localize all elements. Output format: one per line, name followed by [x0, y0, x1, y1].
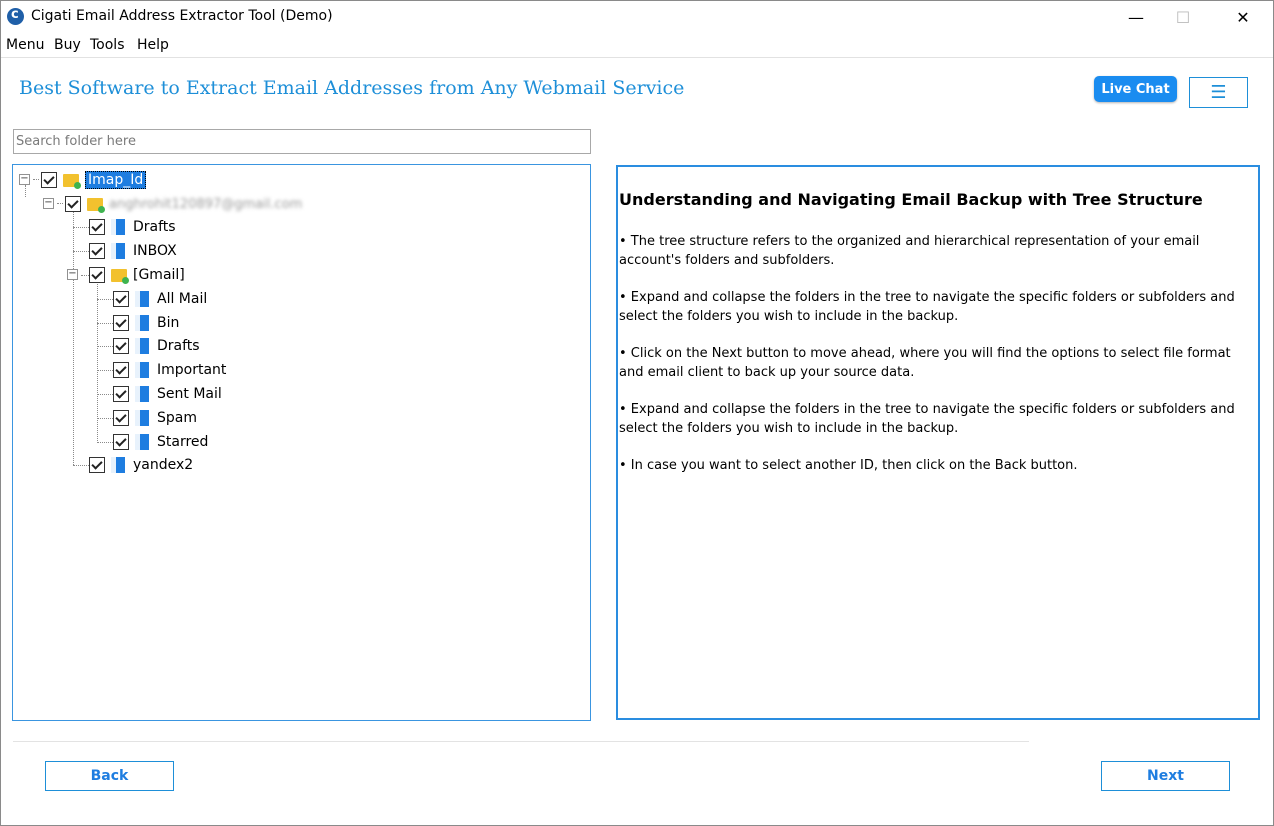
checkbox-root[interactable] — [41, 172, 57, 188]
group-folder-icon — [111, 269, 127, 282]
menu-item-menu[interactable]: Menu — [6, 37, 45, 53]
collapse-toggle-account[interactable]: − — [44, 197, 53, 208]
info-paragraph: • Click on the Next button to move ahead, where you will find the options to select file format and email client to back up your source data. — [619, 346, 1231, 380]
tree-node-label: Bin — [157, 315, 180, 331]
account-folder-icon — [87, 198, 103, 211]
checkbox-account[interactable] — [65, 196, 81, 212]
tree-node-label: Sent Mail — [157, 386, 222, 402]
tree-node-gmail-drafts[interactable] — [113, 335, 200, 357]
checkbox-important[interactable] — [113, 362, 129, 378]
info-panel — [616, 165, 1260, 720]
checkbox-starred[interactable] — [113, 434, 129, 450]
checkbox-sent-mail[interactable] — [113, 386, 129, 402]
tree-connector — [73, 227, 89, 228]
close-button[interactable]: ✕ — [1236, 7, 1250, 27]
tree-connector — [73, 465, 89, 466]
footer-divider — [13, 741, 1029, 742]
account-folder-icon — [63, 174, 79, 187]
info-paragraph: • In case you want to select another ID, then click on the Back button. — [619, 458, 1078, 473]
tree-node-label: anghrohit120897@gmail.com — [109, 196, 303, 212]
tree-connector — [97, 346, 113, 347]
tree-node-label: Spam — [157, 410, 197, 426]
app-logo-icon — [7, 8, 24, 25]
tree-connector — [57, 203, 63, 204]
search-folder-input[interactable] — [13, 129, 591, 154]
menu-item-buy[interactable]: Buy — [54, 37, 81, 53]
checkbox-spam[interactable] — [113, 410, 129, 426]
info-title: Understanding and Navigating Email Backup with Tree Structure — [619, 190, 1203, 209]
mail-folder-icon — [135, 434, 149, 450]
tree-node-label: Starred — [157, 434, 209, 450]
tree-node-account[interactable] — [65, 193, 302, 215]
info-paragraph: • Expand and collapse the folders in the tree to navigate the specific folders or subfolders and select the folders you wish to include in the backup. — [619, 402, 1235, 436]
tree-node-yandex2[interactable] — [89, 454, 193, 476]
next-button[interactable]: Next — [1101, 761, 1230, 791]
tree-node-starred[interactable] — [113, 431, 208, 453]
mail-folder-icon — [111, 219, 125, 235]
tree-node-all-mail[interactable] — [113, 288, 207, 310]
tree-node-spam[interactable] — [113, 407, 197, 429]
tree-node-label: INBOX — [133, 243, 177, 259]
tree-node-important[interactable] — [113, 359, 226, 381]
tree-connector — [97, 299, 113, 300]
tree-node-gmail[interactable] — [89, 264, 185, 286]
menu-item-tools[interactable]: Tools — [90, 37, 125, 53]
tree-node-label: [Gmail] — [133, 267, 185, 283]
tree-node-inbox[interactable] — [89, 240, 177, 262]
mail-folder-icon — [135, 291, 149, 307]
tree-connector — [33, 179, 39, 180]
menu-item-help[interactable]: Help — [137, 37, 169, 53]
info-paragraph: • Expand and collapse the folders in the tree to navigate the specific folders or subfolders and select the folders you wish to include in the backup. — [619, 290, 1235, 324]
tree-connector — [81, 275, 89, 276]
tree-node-label: Important — [157, 362, 227, 378]
minimize-button[interactable]: — — [1128, 7, 1144, 27]
maximize-button[interactable]: ☐ — [1175, 7, 1191, 27]
title-bar[interactable] — [1, 1, 1273, 33]
tree-node-label: Drafts — [133, 219, 176, 235]
mail-folder-icon — [111, 457, 125, 473]
tree-connector — [73, 251, 89, 252]
tree-node-label: Imap_Id — [85, 171, 146, 189]
tree-node-bin[interactable] — [113, 312, 179, 334]
mail-folder-icon — [135, 362, 149, 378]
live-chat-button[interactable]: Live Chat — [1094, 76, 1177, 102]
info-paragraph: • The tree structure refers to the organized and hierarchical representation of your email account's folders and subfolders. — [619, 234, 1200, 268]
mail-folder-icon — [111, 243, 125, 259]
mail-folder-icon — [135, 410, 149, 426]
mail-folder-icon — [135, 386, 149, 402]
mail-folder-icon — [135, 315, 149, 331]
page-headline: Best Software to Extract Email Addresses from Any Webmail Service — [19, 77, 685, 99]
tree-node-label: yandex2 — [133, 457, 194, 473]
tree-node-sent-mail[interactable] — [113, 383, 222, 405]
tree-connector — [73, 209, 74, 465]
tree-node-root[interactable] — [41, 169, 146, 191]
checkbox-gmail[interactable] — [89, 267, 105, 283]
checkbox-bin[interactable] — [113, 315, 129, 331]
tree-connector — [97, 323, 113, 324]
checkbox-gmail-drafts[interactable] — [113, 338, 129, 354]
tree-connector — [97, 442, 113, 443]
back-button[interactable]: Back — [45, 761, 174, 791]
checkbox-drafts[interactable] — [89, 219, 105, 235]
tree-connector — [97, 370, 113, 371]
tree-connector — [97, 418, 113, 419]
checkbox-all-mail[interactable] — [113, 291, 129, 307]
tree-node-drafts[interactable] — [89, 216, 176, 238]
tree-node-label: Drafts — [157, 338, 200, 354]
folder-tree-panel — [12, 164, 591, 721]
checkbox-yandex2[interactable] — [89, 457, 105, 473]
hamburger-icon: ☰ — [1210, 82, 1227, 103]
menu-bar — [1, 33, 1273, 58]
collapse-toggle-root[interactable]: − — [20, 173, 29, 184]
window-title: Cigati Email Address Extractor Tool (Demo) — [31, 8, 333, 24]
tree-connector — [25, 185, 26, 197]
tree-node-label: All Mail — [157, 291, 208, 307]
tree-connector — [97, 394, 113, 395]
hamburger-menu-button[interactable] — [1189, 77, 1248, 108]
mail-folder-icon — [135, 338, 149, 354]
checkbox-inbox[interactable] — [89, 243, 105, 259]
collapse-toggle-gmail[interactable]: − — [68, 268, 77, 279]
